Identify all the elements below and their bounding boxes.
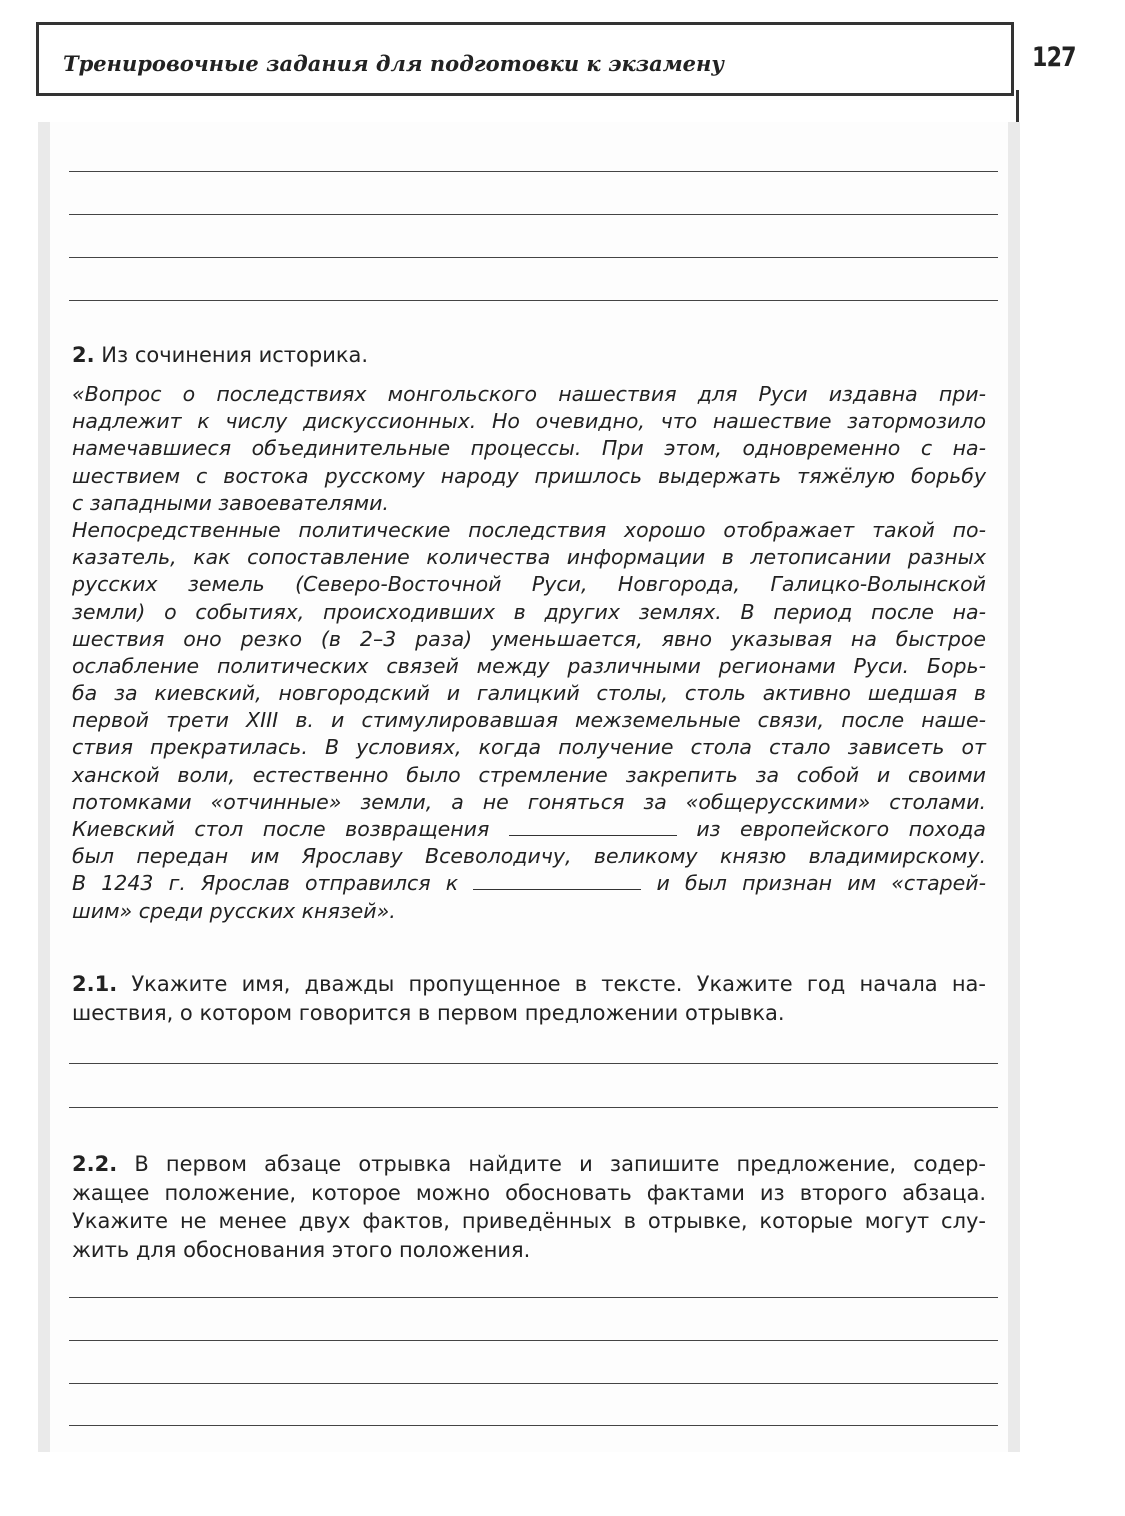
quote-line-with-blank-1 (72, 816, 986, 843)
task-2-2-line (72, 1150, 986, 1179)
task-2-1-line: шествия, о котором говорится в первом предложении отрывка. (72, 1000, 785, 1025)
answer-line-2-2-3[interactable] (69, 1383, 998, 1384)
answer-line-prev-2[interactable] (69, 214, 998, 215)
question-2-heading-text: Из сочинения историка. (101, 343, 369, 367)
quote-line: с западными завоевателями. (72, 490, 389, 515)
task-2-2-text: В первом абзаце отрывка найдите и запишите предложение, содер- (134, 1152, 986, 1176)
task-2-1-line (72, 970, 986, 999)
quote-line: шествия оно резко (в 2–3 раза) уменьшается, явно указывая на быстрое (72, 626, 986, 651)
task-2-1 (72, 970, 986, 1027)
quote-line: «Вопрос о последствиях монгольского нашествия для Руси издавна при- (72, 382, 986, 406)
task-2-2-number: 2.2. (72, 1152, 118, 1176)
quote-line: ханской воли, естественно было стремление закрепить за собой и своими (72, 762, 986, 787)
page-number: 127 (1032, 42, 1076, 73)
answer-line-prev-3[interactable] (69, 257, 998, 258)
task-2-2 (72, 1150, 986, 1264)
answer-line-2-1-2[interactable] (69, 1107, 998, 1108)
blank-1-after-text: из европейского похода (696, 817, 986, 841)
fill-in-blank-2[interactable] (473, 871, 641, 890)
historian-quote (72, 381, 986, 925)
answer-line-2-2-2[interactable] (69, 1340, 998, 1341)
quote-line: потомками «отчинные» земли, а не гоняться за «общерусскими» столами. (72, 789, 986, 814)
answer-line-prev-4[interactable] (69, 300, 998, 301)
quote-line: Непосредственные политические последствия хорошо отображает такой по- (72, 517, 986, 542)
question-2-number: 2. (72, 343, 95, 367)
blank-2-before-text: В 1243 г. Ярослав отправился к (72, 871, 459, 896)
answer-line-2-2-4[interactable] (69, 1425, 998, 1426)
quote-line: намечавшиеся объединительные процессы. При этом, одновременно с на- (72, 436, 986, 461)
quote-line: надлежит к числу дискуссионных. Но очевидно, что нашествие затормозило (72, 409, 986, 434)
quote-line: русских земель (Северо-Восточной Руси, Новгорода, Галицко-Волынской (72, 572, 986, 597)
header-title: Тренировочные задания для подготовки к экзамену (63, 51, 724, 76)
quote-line: казатель, как сопоставление количества информации в летописании разных (72, 545, 986, 570)
quote-line: ба за киевский, новгородский и галицкий столы, столь активно шедшая в (72, 681, 986, 706)
answer-line-2-1-1[interactable] (69, 1063, 998, 1064)
question-2-heading (72, 341, 368, 369)
quote-line: первой трети XIII в. и стимулировавшая межземельные связи, после наше- (72, 708, 986, 733)
task-2-2-line: жащее положение, которое можно обосновать фактами из второго абзаца. (72, 1180, 986, 1205)
quote-line: шим» среди русских князей». (72, 898, 396, 923)
header-box (36, 22, 1014, 96)
blank-2-after-text: и был признан им «старей- (656, 871, 986, 896)
quote-line-with-blank-2 (72, 870, 986, 897)
task-2-2-line: Укажите не менее двух фактов, приведённых в отрывке, которые могут слу- (72, 1209, 986, 1233)
fill-in-blank-1[interactable] (509, 817, 677, 836)
task-2-1-text: Укажите имя, дважды пропущенное в тексте. Укажите год начала на- (131, 972, 986, 996)
task-2-1-number: 2.1. (72, 972, 118, 996)
blank-1-before-text: Киевский стол после возвращения (72, 817, 490, 841)
quote-line: был передан им Ярославу Всеволодичу, великому князю владимирскому. (72, 844, 986, 869)
quote-line: ослабление политических связей между различными регионами Руси. Борь- (72, 653, 986, 678)
quote-line: шествием с востока русскому народу пришлось выдержать тяжёлую борьбу (72, 463, 986, 488)
quote-line: земли) о событиях, происходивших в других землях. В период после на- (72, 599, 986, 624)
answer-line-prev-1[interactable] (69, 171, 998, 172)
quote-line: ствия прекратилась. В условиях, когда получение стола стало зависеть от (72, 735, 986, 760)
answer-line-2-2-1[interactable] (69, 1297, 998, 1298)
task-2-2-line: жить для обоснования этого положения. (72, 1237, 531, 1262)
